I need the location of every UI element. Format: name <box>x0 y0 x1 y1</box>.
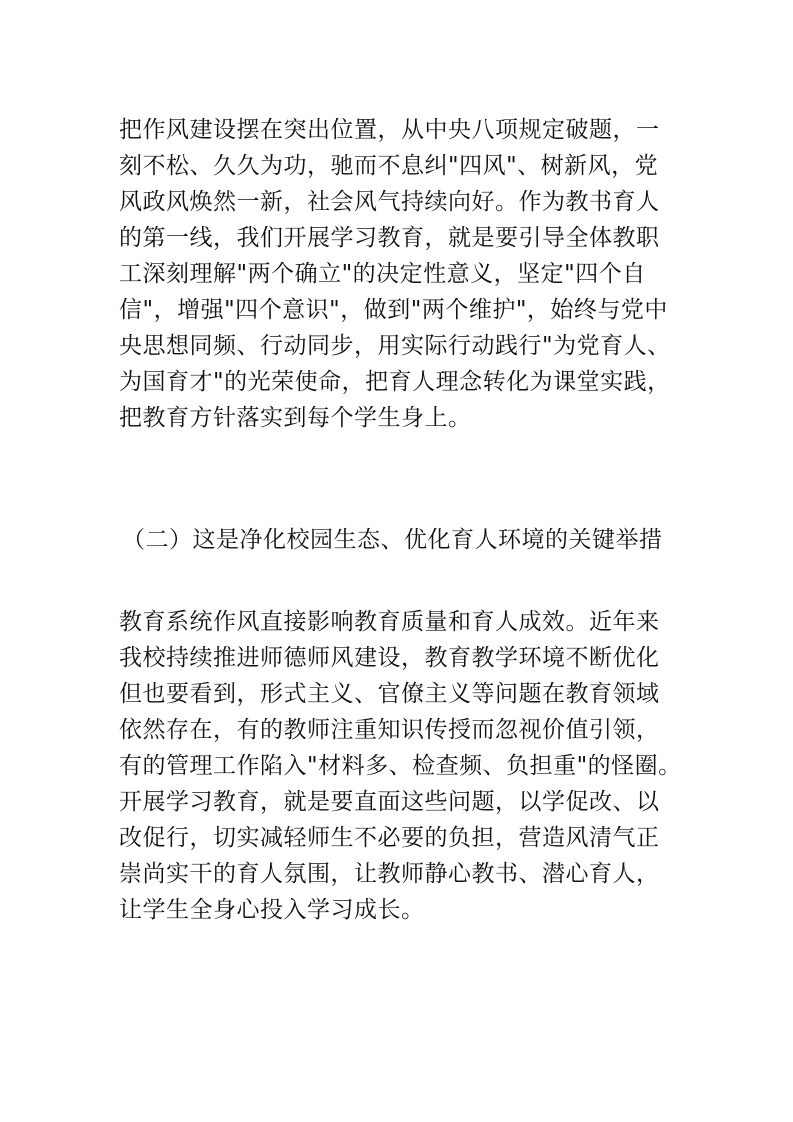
paragraph-line: 央思想同频、行动同步，用实际行动践行"为党育人、 <box>119 333 671 359</box>
paragraph-line: 把作风建设摆在突出位置，从中央八项规定破题，一 <box>119 117 660 143</box>
paragraph-line: 工深刻理解"两个确立"的决定性意义，坚定"四个自 <box>119 261 646 287</box>
paragraph-line: 为国育才"的光荣使命，把育人理念转化为课堂实践， <box>119 369 671 395</box>
paragraph-line: 开展学习教育，就是要直面这些问题，以学促改、以 <box>119 789 660 815</box>
paragraph-line: 崇尚实干的育人氛围，让教师静心教书、潜心育人， <box>119 861 660 887</box>
paragraph-line: 但也要看到，形式主义、官僚主义等问题在教育领域 <box>119 681 660 707</box>
paragraph-line: 有的管理工作陷入"材料多、检查频、负担重"的怪圈。 <box>119 753 682 779</box>
paragraph-line: 信"，增强"四个意识"，做到"两个维护"，始终与党中 <box>119 297 668 323</box>
paragraph-line: 我校持续推进师德师风建设，教育教学环境不断优化 <box>119 645 660 671</box>
paragraph-line: 依然存在，有的教师注重知识传授而忽视价值引领， <box>119 717 660 743</box>
section-heading: （二）这是净化校园生态、优化育人环境的关键举措 <box>122 527 663 553</box>
paragraph-line: 把教育方针落实到每个学生身上。 <box>119 405 472 431</box>
paragraph-line: 教育系统作风直接影响教育质量和育人成效。近年来 <box>119 609 660 635</box>
paragraph-line: 的第一线，我们开展学习教育，就是要引导全体教职 <box>119 225 660 251</box>
paragraph-line: 改促行，切实减轻师生不必要的负担，营造风清气正 <box>119 825 660 851</box>
paragraph-line: 让学生全身心投入学习成长。 <box>119 897 425 923</box>
paragraph-line: 刻不松、久久为功，驰而不息纠"四风"、树新风，党 <box>119 153 659 179</box>
paragraph-line: 风政风焕然一新，社会风气持续向好。作为教书育人 <box>119 189 660 215</box>
